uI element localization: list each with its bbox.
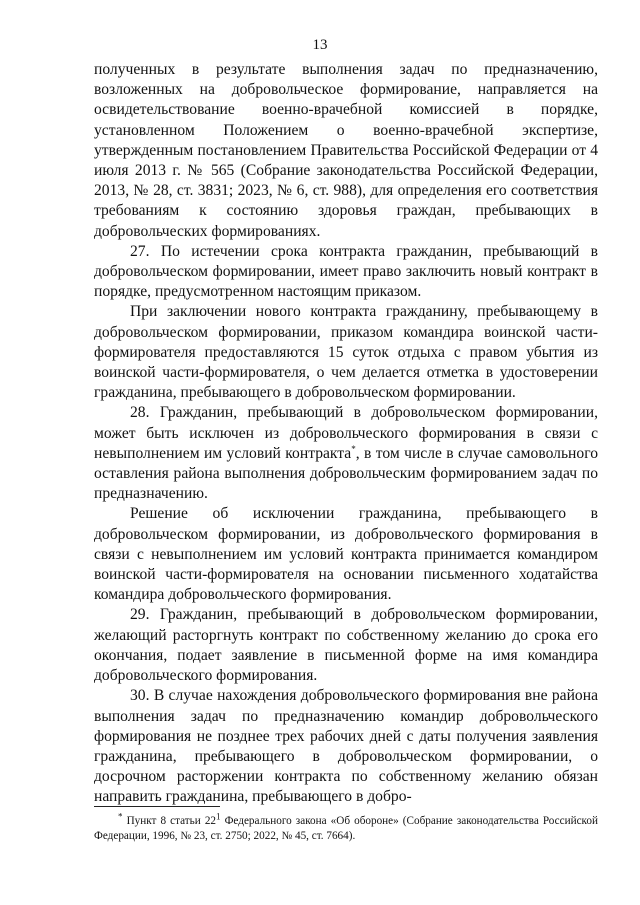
paragraph-29: [94, 605, 598, 686]
footnote-text: [94, 811, 598, 844]
paragraph-text: полученных в результате выполнения задач по предназначению, возложенных на добровольческое формирование, направляется на освидетельствование военно-врачебной комиссией в порядке, установленном Положением о военно-врачебной экспертизе, утвержденным постановлением Правительства Российской Федерации от 4 июля 2013 г. № 565 (Собрание законодательства Российской Федерации, 2013, № 28, ст. 3831; 2023, № 6, ст. 988), для определения его соответствия требованиям к состоянию здоровья граждан, пребывающих в добровольческих формированиях.: [94, 61, 598, 240]
footnote-marker: *: [118, 811, 123, 822]
footnote-body: Пункт 8 статьи 22: [122, 815, 217, 827]
paragraph-text: 30. В случае нахождения добровольческого формирования вне района выполнения задач по предназначению командир добровольческого формирования не позднее трех рабочих дней с даты получения заявления гражданина, пребывающего в добровольческом формировании, о досрочном расторжении контракта по собственному желанию обязан направить гражданина, пребывающего в добро-: [94, 687, 598, 806]
footnote-superscript: 1: [216, 811, 221, 822]
paragraph-text: 28. Гражданин, пребывающий в добровольческом формировании, может быть исключен из добровольческого формирования в связи с невыполнением им условий контракта: [94, 404, 598, 462]
paragraph-28: [94, 403, 598, 504]
footnote-reference: *: [351, 443, 356, 454]
footnote-divider: [94, 806, 220, 807]
paragraph-continuation: [94, 60, 598, 242]
document-body: [94, 60, 598, 808]
paragraph-text: Решение об исключении гражданина, пребывающего в добровольческом формировании, из добровольческого формирования в связи с невыполнением им условий контракта принимается командиром воинской части-формирователя на основании письменного ходатайства командира добровольческого формирования.: [94, 505, 598, 604]
paragraph-30: [94, 686, 598, 807]
paragraph-27: [94, 242, 598, 303]
paragraph-text: 27. По истечении срока контракта гражданин, пребывающий в добровольческом формировании, имеет право заключить новый контракт в порядке, предусмотренном настоящим приказом.: [94, 242, 598, 301]
paragraph-text: , в том числе в случае самовольного оставления района выполнения добровольческим формированием задач по предназначению.: [94, 444, 599, 503]
paragraph-text: При заключении нового контракта гражданину, пребывающему в добровольческом формировании, приказом командира воинской части-формирователя предоставляются 15 суток отдыха с правом убытия из воинской части-формирователя, о чем делается отметка в удостоверении гражданина, пребывающего в добровольческом формировании.: [94, 303, 598, 402]
footnote: [94, 811, 598, 844]
paragraph-text: 29. Гражданин, пребывающий в добровольческом формировании, желающий расторгнуть контракт по собственному желанию до срока его окончания, подает заявление в письменной форме на имя командира добровольческого формирования.: [94, 606, 598, 685]
page-number: 13: [312, 37, 328, 53]
paragraph-27-rest: [94, 302, 598, 403]
paragraph-28-rest: [94, 504, 598, 605]
footnote-body: Федерального закона «Об обороне» (Собрание законодательства Российской Федерации, 1996, № 23, ст. 2750; 2022, № 45, ст. 7664).: [94, 815, 598, 842]
